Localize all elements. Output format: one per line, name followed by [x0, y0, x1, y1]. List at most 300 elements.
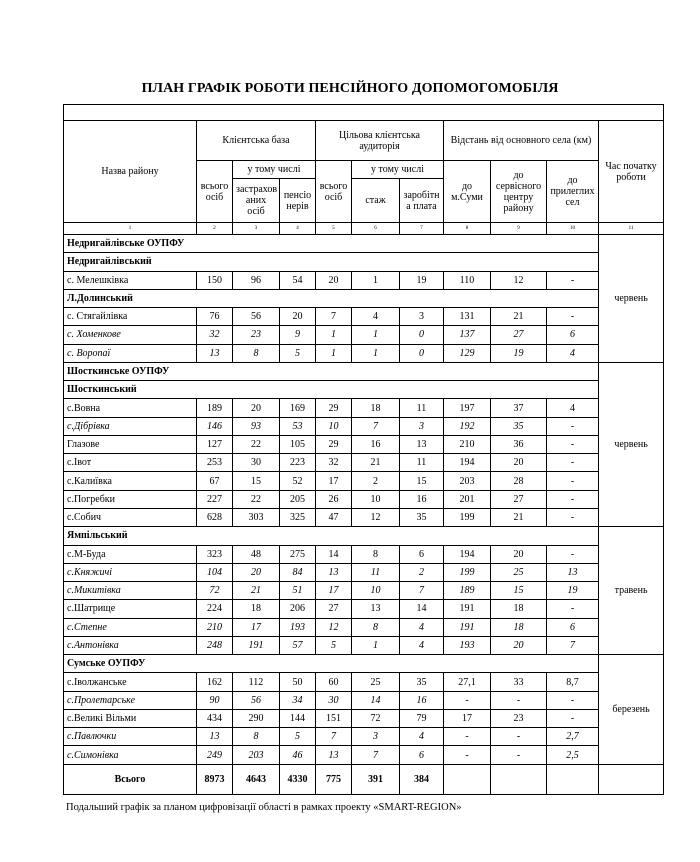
document-title: ПЛАН ГРАФІК РОБОТИ ПЕНСІЙНОГО ДОПОМОГОМОБІЛЯ — [141, 81, 559, 96]
table-row — [64, 508, 664, 526]
table-cell: 194 — [444, 454, 491, 472]
totals-cell: 384 — [400, 764, 444, 794]
table-cell: 21 — [491, 308, 547, 326]
table-cell: 27,1 — [444, 673, 491, 691]
table-cell: 17 — [444, 709, 491, 727]
table-cell: 189 — [197, 399, 233, 417]
table-cell: 53 — [280, 417, 316, 435]
table-cell: 13 — [400, 435, 444, 453]
table-row — [64, 399, 664, 417]
settlement-name: с. Стягайлівка — [64, 308, 197, 326]
table-cell: 205 — [280, 490, 316, 508]
settlement-name: с.Степне — [64, 618, 197, 636]
column-number: 1 — [64, 223, 197, 235]
table-cell: - — [547, 308, 599, 326]
table-cell: 16 — [352, 435, 400, 453]
table-row — [64, 326, 664, 344]
table-cell: 5 — [280, 344, 316, 362]
table-cell: - — [444, 746, 491, 764]
table-cell: 112 — [233, 673, 280, 691]
table-cell: 0 — [400, 344, 444, 362]
table-cell: 46 — [280, 746, 316, 764]
empty-cell — [444, 764, 491, 794]
table-cell: 18 — [491, 618, 547, 636]
settlement-name: с.Калиївка — [64, 472, 197, 490]
settlement-name: с.Іволжанське — [64, 673, 197, 691]
table-cell: 21 — [491, 508, 547, 526]
table-cell: 35 — [491, 417, 547, 435]
table-cell: 1 — [352, 326, 400, 344]
settlement-name: с.Княжичі — [64, 563, 197, 581]
table-cell: 210 — [197, 618, 233, 636]
table-cell: 21 — [352, 454, 400, 472]
table-cell: 72 — [197, 582, 233, 600]
table-cell: 52 — [280, 472, 316, 490]
table-cell: 37 — [491, 399, 547, 417]
table-cell: 197 — [444, 399, 491, 417]
table-cell: 16 — [400, 691, 444, 709]
column-number: 11 — [599, 223, 664, 235]
table-cell: - — [491, 746, 547, 764]
header-including: у тому числі — [233, 161, 316, 179]
table-cell: 93 — [233, 417, 280, 435]
column-number: 9 — [491, 223, 547, 235]
table-cell: 3 — [400, 308, 444, 326]
totals-row — [64, 764, 664, 794]
table-cell: 303 — [233, 508, 280, 526]
table-cell: 7 — [316, 308, 352, 326]
table-cell: 29 — [316, 435, 352, 453]
table-cell: 14 — [400, 600, 444, 618]
table-cell: 2,5 — [547, 746, 599, 764]
table-cell: 56 — [233, 691, 280, 709]
table-cell: 203 — [233, 746, 280, 764]
table-cell: 199 — [444, 563, 491, 581]
table-cell: 275 — [280, 545, 316, 563]
table-cell: - — [444, 691, 491, 709]
table-cell: 7 — [400, 582, 444, 600]
spacer-row — [64, 105, 664, 121]
table-cell: 20 — [491, 636, 547, 654]
table-cell: 7 — [547, 636, 599, 654]
section-label: Недригайлівське ОУПФУ — [64, 235, 599, 253]
table-cell: 19 — [547, 582, 599, 600]
settlement-name: с.Антонівка — [64, 636, 197, 654]
table-cell: 199 — [444, 508, 491, 526]
table-cell: 7 — [352, 746, 400, 764]
table-cell: 25 — [352, 673, 400, 691]
table-cell: 201 — [444, 490, 491, 508]
table-cell: 17 — [316, 472, 352, 490]
totals-cell: 775 — [316, 764, 352, 794]
table-cell: 30 — [233, 454, 280, 472]
table-cell: 36 — [491, 435, 547, 453]
table-cell: - — [547, 600, 599, 618]
table-cell: 28 — [491, 472, 547, 490]
table-cell: 4 — [547, 344, 599, 362]
header-distance: Відстань від основного села (км) — [444, 121, 599, 161]
table-cell: 2 — [352, 472, 400, 490]
table-cell: - — [547, 271, 599, 289]
table-cell: 13 — [547, 563, 599, 581]
table-cell: 84 — [280, 563, 316, 581]
table-cell: 8,7 — [547, 673, 599, 691]
table-row — [64, 746, 664, 764]
table-cell: 1 — [352, 636, 400, 654]
section-label: Шосткинський — [64, 381, 599, 399]
table-cell: 162 — [197, 673, 233, 691]
header-total-persons: всього осіб — [197, 161, 233, 223]
table-cell: 223 — [280, 454, 316, 472]
table-cell: 56 — [233, 308, 280, 326]
table-cell: 20 — [316, 271, 352, 289]
table-cell: 248 — [197, 636, 233, 654]
table-cell: 30 — [316, 691, 352, 709]
footnote: Подальший графік за планом цифровізації області в рамках проекту «SMART-REGION» — [66, 802, 462, 813]
section-row — [64, 253, 664, 271]
header-insured: застрахов аних осіб — [233, 179, 280, 223]
table-cell: 127 — [197, 435, 233, 453]
table-cell: 14 — [316, 545, 352, 563]
table-row — [64, 545, 664, 563]
table-cell: 11 — [400, 399, 444, 417]
table-cell: 12 — [352, 508, 400, 526]
header-to-nearby-villages: до прилеглих сел — [547, 161, 599, 223]
table-cell: - — [491, 691, 547, 709]
table-cell: 13 — [352, 600, 400, 618]
table-cell: - — [547, 545, 599, 563]
table-cell: - — [547, 709, 599, 727]
table-cell: 137 — [444, 326, 491, 344]
settlement-name: с.Погребки — [64, 490, 197, 508]
column-number: 10 — [547, 223, 599, 235]
table-row — [64, 673, 664, 691]
settlement-name: с.Павлючки — [64, 728, 197, 746]
column-number: 3 — [233, 223, 280, 235]
section-label: Недригайлівський — [64, 253, 599, 271]
table-cell: 434 — [197, 709, 233, 727]
table-cell: 1 — [352, 271, 400, 289]
table-cell: 18 — [352, 399, 400, 417]
table-cell: 27 — [316, 600, 352, 618]
section-row — [64, 527, 664, 545]
table-cell: 50 — [280, 673, 316, 691]
table-cell: 12 — [491, 271, 547, 289]
column-number: 2 — [197, 223, 233, 235]
table-cell: 227 — [197, 490, 233, 508]
table-cell: 17 — [316, 582, 352, 600]
table-row — [64, 563, 664, 581]
header-seniority: стаж — [352, 179, 400, 223]
table-cell: 7 — [352, 417, 400, 435]
table-cell: 13 — [316, 746, 352, 764]
section-label: Сумське ОУПФУ — [64, 655, 599, 673]
table-cell: 96 — [233, 271, 280, 289]
header-salary: заробітн а плата — [400, 179, 444, 223]
table-cell: - — [444, 728, 491, 746]
table-cell: - — [547, 472, 599, 490]
table-cell: 144 — [280, 709, 316, 727]
totals-cell: 391 — [352, 764, 400, 794]
table-row — [64, 691, 664, 709]
table-cell: 169 — [280, 399, 316, 417]
table-row — [64, 709, 664, 727]
table-cell: 2 — [400, 563, 444, 581]
table-cell: 253 — [197, 454, 233, 472]
settlement-name: с.Великі Вільми — [64, 709, 197, 727]
table-cell: 12 — [316, 618, 352, 636]
table-cell: 51 — [280, 582, 316, 600]
section-row — [64, 289, 664, 307]
table-cell: - — [547, 435, 599, 453]
table-cell: 8 — [233, 728, 280, 746]
table-row — [64, 728, 664, 746]
table-cell: 191 — [444, 600, 491, 618]
table-cell: 191 — [233, 636, 280, 654]
settlement-name: с.М-Буда — [64, 545, 197, 563]
totals-cell: 8973 — [197, 764, 233, 794]
settlement-name: с.Шатрище — [64, 600, 197, 618]
table-cell: - — [547, 454, 599, 472]
table-cell: 67 — [197, 472, 233, 490]
totals-cell: 4330 — [280, 764, 316, 794]
totals-label: Всього — [64, 764, 197, 794]
table-cell: 35 — [400, 508, 444, 526]
table-cell: 628 — [197, 508, 233, 526]
table-row — [64, 472, 664, 490]
table-row — [64, 600, 664, 618]
table-cell: 17 — [233, 618, 280, 636]
table-cell: 34 — [280, 691, 316, 709]
table-cell: 60 — [316, 673, 352, 691]
header-to-service-center: до сервісного центру району — [491, 161, 547, 223]
table-cell: - — [547, 508, 599, 526]
table-cell: 15 — [400, 472, 444, 490]
table-row — [64, 454, 664, 472]
table-cell: 104 — [197, 563, 233, 581]
table-cell: 146 — [197, 417, 233, 435]
start-month: травень — [599, 527, 664, 655]
table-cell: 203 — [444, 472, 491, 490]
header-target-audience: Цільова клієнтська аудиторія — [316, 121, 444, 161]
table-cell: 10 — [352, 582, 400, 600]
table-cell: 32 — [197, 326, 233, 344]
table-cell: 8 — [352, 618, 400, 636]
table-cell: 18 — [491, 600, 547, 618]
table-cell: 2,7 — [547, 728, 599, 746]
start-month: березень — [599, 655, 664, 765]
table-cell: 19 — [400, 271, 444, 289]
table-cell: 16 — [400, 490, 444, 508]
table-cell: 110 — [444, 271, 491, 289]
table-cell: 129 — [444, 344, 491, 362]
column-number: 5 — [316, 223, 352, 235]
table-cell: 4 — [352, 308, 400, 326]
table-cell: 4 — [400, 618, 444, 636]
table-cell: 27 — [491, 490, 547, 508]
empty-cell — [491, 764, 547, 794]
table-cell: 7 — [316, 728, 352, 746]
settlement-name: с.Симонівка — [64, 746, 197, 764]
table-cell: 151 — [316, 709, 352, 727]
settlement-name: с.Собич — [64, 508, 197, 526]
table-cell: 26 — [316, 490, 352, 508]
table-cell: 11 — [400, 454, 444, 472]
header-pensioners: пенсіо нерів — [280, 179, 316, 223]
header-client-base: Клієнтська база — [197, 121, 316, 161]
table-cell: 290 — [233, 709, 280, 727]
table-cell: 6 — [547, 326, 599, 344]
table-cell: 105 — [280, 435, 316, 453]
table-cell: 32 — [316, 454, 352, 472]
section-row — [64, 655, 664, 673]
table-cell: 18 — [233, 600, 280, 618]
table-cell: 23 — [233, 326, 280, 344]
table-cell: - — [491, 728, 547, 746]
table-cell: 35 — [400, 673, 444, 691]
table-cell: 23 — [491, 709, 547, 727]
table-cell: 27 — [491, 326, 547, 344]
column-number: 7 — [400, 223, 444, 235]
table-cell: 21 — [233, 582, 280, 600]
table-cell: 4 — [400, 636, 444, 654]
table-cell: 20 — [491, 454, 547, 472]
table-cell: 150 — [197, 271, 233, 289]
table-cell: 15 — [491, 582, 547, 600]
header-district: Назва району — [64, 121, 197, 223]
column-number: 8 — [444, 223, 491, 235]
header-total-persons-target: всього осіб — [316, 161, 352, 223]
table-row — [64, 417, 664, 435]
table-cell: 323 — [197, 545, 233, 563]
table-cell: 13 — [316, 563, 352, 581]
table-cell: 6 — [400, 746, 444, 764]
header-start-time: Час початку роботи — [599, 121, 664, 223]
table-cell: 54 — [280, 271, 316, 289]
table-row — [64, 271, 664, 289]
table-cell: 79 — [400, 709, 444, 727]
table-cell: 4 — [547, 399, 599, 417]
schedule-table — [63, 104, 664, 795]
settlement-name: с.Івот — [64, 454, 197, 472]
table-cell: 14 — [352, 691, 400, 709]
table-cell: 6 — [400, 545, 444, 563]
table-cell: 9 — [280, 326, 316, 344]
table-cell: 131 — [444, 308, 491, 326]
table-cell: 206 — [280, 600, 316, 618]
table-cell: 13 — [197, 728, 233, 746]
table-cell: 1 — [316, 344, 352, 362]
table-cell: 20 — [491, 545, 547, 563]
table-cell: 90 — [197, 691, 233, 709]
table-cell: 5 — [280, 728, 316, 746]
settlement-name: с.Дібрівка — [64, 417, 197, 435]
section-label: Л.Долинський — [64, 289, 599, 307]
settlement-name: с. Воропаї — [64, 344, 197, 362]
table-row — [64, 435, 664, 453]
table-row — [64, 308, 664, 326]
table-cell: 22 — [233, 435, 280, 453]
table-cell: 11 — [352, 563, 400, 581]
table-cell: 72 — [352, 709, 400, 727]
settlement-name: с. Мелешківка — [64, 271, 197, 289]
settlement-name: с.Вовна — [64, 399, 197, 417]
table-cell: 22 — [233, 490, 280, 508]
column-number: 4 — [280, 223, 316, 235]
table-cell: 25 — [491, 563, 547, 581]
table-cell: 10 — [352, 490, 400, 508]
table-row — [64, 582, 664, 600]
table-cell: 20 — [233, 399, 280, 417]
totals-cell: 4643 — [233, 764, 280, 794]
table-cell: - — [547, 417, 599, 435]
table-cell: 8 — [352, 545, 400, 563]
empty-cell — [547, 764, 599, 794]
start-month: червень — [599, 362, 664, 526]
header-including-target: у тому числі — [352, 161, 444, 179]
table-cell: 15 — [233, 472, 280, 490]
table-cell: 6 — [547, 618, 599, 636]
table-cell: 0 — [400, 326, 444, 344]
table-cell: 13 — [197, 344, 233, 362]
table-cell: 33 — [491, 673, 547, 691]
table-cell: 76 — [197, 308, 233, 326]
table-cell: 20 — [280, 308, 316, 326]
table-cell: 8 — [233, 344, 280, 362]
section-row — [64, 381, 664, 399]
table-cell: 192 — [444, 417, 491, 435]
table-row — [64, 636, 664, 654]
table-cell: 57 — [280, 636, 316, 654]
table-cell: 10 — [316, 417, 352, 435]
table-cell: 249 — [197, 746, 233, 764]
table-cell: 193 — [280, 618, 316, 636]
settlement-name: Глазове — [64, 435, 197, 453]
table-cell: 3 — [400, 417, 444, 435]
table-cell: 224 — [197, 600, 233, 618]
table-cell: 325 — [280, 508, 316, 526]
header-to-sumy: до м.Суми — [444, 161, 491, 223]
settlement-name: с.Пролетарське — [64, 691, 197, 709]
table-cell: 191 — [444, 618, 491, 636]
table-cell: - — [547, 490, 599, 508]
section-row — [64, 362, 664, 380]
table-cell: 29 — [316, 399, 352, 417]
section-label: Шосткинське ОУПФУ — [64, 362, 599, 380]
settlement-name: с.Микитівка — [64, 582, 197, 600]
table-row — [64, 490, 664, 508]
table-cell: 189 — [444, 582, 491, 600]
table-cell: 3 — [352, 728, 400, 746]
table-cell: 193 — [444, 636, 491, 654]
table-cell: 5 — [316, 636, 352, 654]
table-row — [64, 618, 664, 636]
table-cell: 210 — [444, 435, 491, 453]
table-cell: 4 — [400, 728, 444, 746]
table-cell: 1 — [316, 326, 352, 344]
table-cell: 1 — [352, 344, 400, 362]
table-cell: 194 — [444, 545, 491, 563]
table-cell: 47 — [316, 508, 352, 526]
column-number-row — [64, 223, 664, 235]
table-cell: 48 — [233, 545, 280, 563]
empty-cell — [599, 764, 664, 794]
start-month: червень — [599, 235, 664, 363]
table-cell: 19 — [491, 344, 547, 362]
settlement-name: с. Хоменкове — [64, 326, 197, 344]
table-cell: - — [547, 691, 599, 709]
table-cell: 20 — [233, 563, 280, 581]
